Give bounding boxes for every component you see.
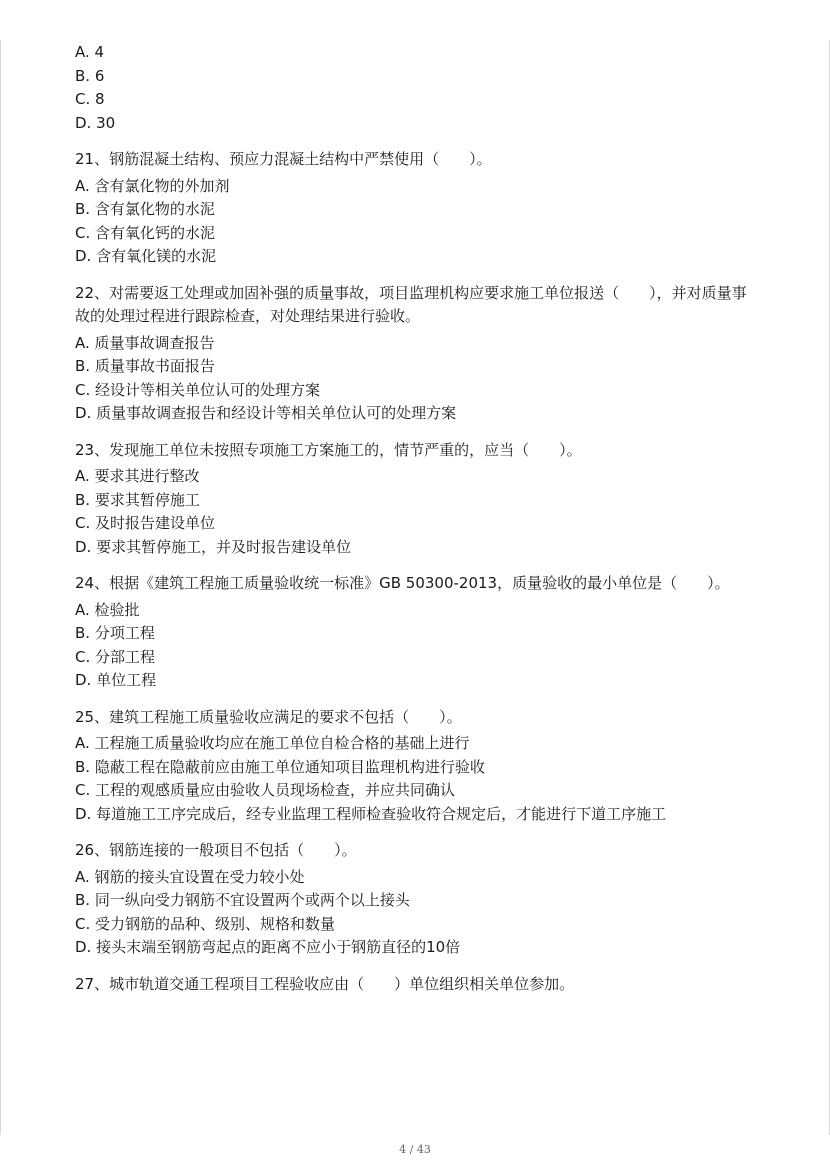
option-c: C. 及时报告建设单位 xyxy=(75,514,216,532)
question-stem: 27、城市轨道交通工程项目工程验收应由（ ）单位组织相关单位参加。 xyxy=(75,974,575,993)
question-stem: 22、对需要返工处理或加固补强的质量事故，项目监理机构应要求施工单位报送（ ），并对质量事故的处理过程进行跟踪检查，对处理结果进行验收。 xyxy=(75,283,747,325)
option-a: A. 要求其进行整改 xyxy=(75,467,200,485)
option-d: D. 接头末端至钢筋弯起点的距离不应小于钢筋直径的10倍 xyxy=(75,938,461,956)
option-c: C. 8 xyxy=(75,90,105,108)
option-b: B. 要求其暂停施工 xyxy=(75,490,200,509)
page-edge-left xyxy=(0,40,1,1135)
option-d: D. 含有氧化镁的水泥 xyxy=(75,247,217,265)
option-a: A. 检验批 xyxy=(75,600,140,619)
option-b: B. 同一纵向受力钢筋不宜设置两个或两个以上接头 xyxy=(75,891,410,909)
option-b: B. 含有氯化物的水泥 xyxy=(75,200,215,218)
question-stem: 21、钢筋混凝土结构、预应力混凝土结构中严禁使用（ ）。 xyxy=(75,150,492,168)
option-b: B. 质量事故书面报告 xyxy=(75,357,215,375)
option-d: D. 每道施工工序完成后，经专业监理工程师检查验收符合规定后，才能进行下道工序施工 xyxy=(75,804,667,823)
option-b: B. 隐蔽工程在隐蔽前应由施工单位通知项目监理机构进行验收 xyxy=(75,757,485,776)
option-a: A. 工程施工质量验收均应在施工单位自检合格的基础上进行 xyxy=(75,734,470,752)
question-stem: 25、建筑工程施工质量验收应满足的要求不包括（ ）。 xyxy=(75,707,462,726)
question-21 xyxy=(75,148,755,269)
option-a: A. 4 xyxy=(75,43,105,61)
question-22 xyxy=(75,282,755,426)
option-a: A. 质量事故调查报告 xyxy=(75,333,215,352)
page-number: 4 / 43 xyxy=(399,1143,431,1156)
option-c: C. 含有氧化钙的水泥 xyxy=(75,223,216,242)
question-27 xyxy=(75,973,755,997)
question-24 xyxy=(75,572,755,693)
option-a: A. 钢筋的接头宜设置在受力较小处 xyxy=(75,867,305,886)
question-stem: 26、钢筋连接的一般项目不包括（ ）。 xyxy=(75,841,357,859)
option-d: D. 单位工程 xyxy=(75,671,157,689)
option-b: B. 6 xyxy=(75,66,105,85)
option-c: C. 分部工程 xyxy=(75,647,156,666)
option-d: D. 要求其暂停施工，并及时报告建设单位 xyxy=(75,537,352,556)
document-body xyxy=(75,41,755,999)
question-stem: 24、根据《建筑工程施工质量验收统一标准》GB 50300-2013，质量验收的最小单位是（ ）。 xyxy=(75,574,730,592)
previous-question-options xyxy=(75,41,755,135)
option-a: A. 含有氯化物的外加剂 xyxy=(75,176,230,195)
option-c: C. 工程的观感质量应由验收人员现场检查，并应共同确认 xyxy=(75,781,456,799)
question-stem: 23、发现施工单位未按照专项施工方案施工的，情节严重的，应当（ ）。 xyxy=(75,440,582,459)
option-d: D. 质量事故调查报告和经设计等相关单位认可的处理方案 xyxy=(75,404,457,422)
question-25 xyxy=(75,706,755,827)
option-d: D. 30 xyxy=(75,113,116,132)
question-26 xyxy=(75,839,755,960)
option-b: B. 分项工程 xyxy=(75,624,155,642)
option-c: C. 经设计等相关单位认可的处理方案 xyxy=(75,380,321,399)
option-c: C. 受力钢筋的品种、级别、规格和数量 xyxy=(75,914,336,933)
question-23 xyxy=(75,439,755,560)
